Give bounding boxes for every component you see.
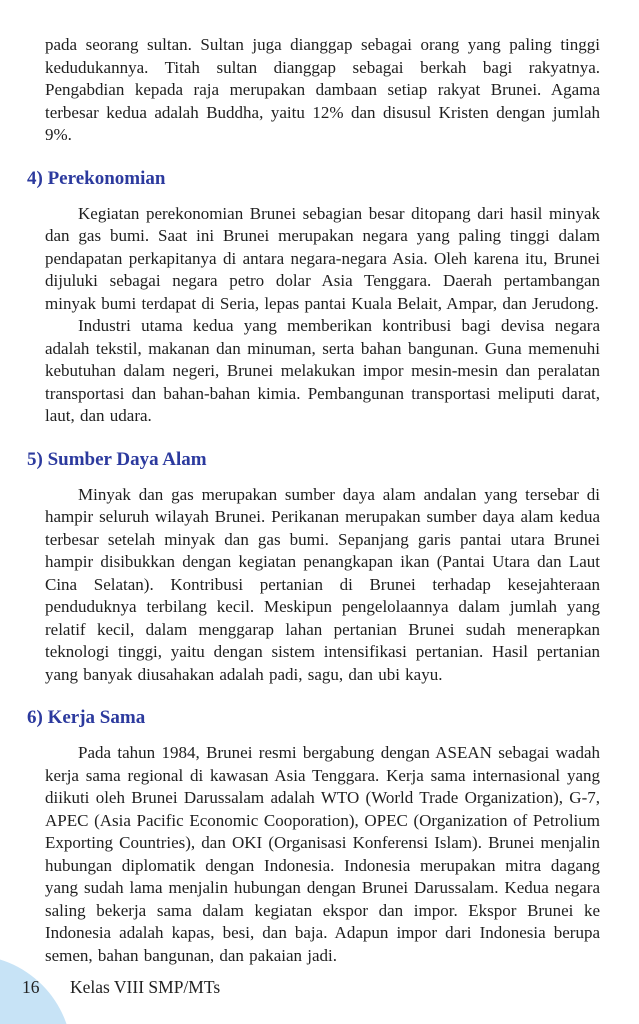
section-kerja-sama-paragraph: Pada tahun 1984, Brunei resmi bergabung dengan ASEAN sebagai wadah kerja sama regional di kawasan Asia Tenggara. Kerja sama internasional yang diikuti oleh Brunei Darussalam adalah WTO (World Trade Organization), G-7, APEC (Asia Pacific Economic Cooporation), OPEC (Organization of Petrolium Exporting Countries), dan OKI (Organisasi Konferensi Islam). Brunei menjalin hubungan diplomatik dengan Indonesia. Indonesia merupakan mitra dagang yang sudah lama menjalin hubungan dengan Brunei Darussalam. Kedua negara saling bekerja sama dalam kegiatan ekspor dan impor. Ekspor Brunei ke Indonesia adalah kapas, besi, dan baja. Adapun impor dari Indonesia berupa semen, bahan bangunan, dan pakaian jadi. — [45, 743, 600, 965]
section-heading-perekonomian: 4) Perekonomian — [27, 167, 166, 189]
page-content — [27, 34, 600, 967]
section-heading-sumber-daya-alam: 5) Sumber Daya Alam — [27, 448, 207, 470]
section-heading-kerja-sama: 6) Kerja Sama — [27, 707, 146, 728]
footer-book-title: Kelas VIII SMP/MTs — [70, 977, 221, 997]
section-sumber-daya-alam-paragraph: Minyak dan gas merupakan sumber daya alam andalan yang tersebar di hampir seluruh wilayah Brunei. Perikanan merupakan sumber daya alam kedua terbesar setelah minyak dan gas bumi. Sepanjang garis pantai utara Brunei hampir disibukkan dengan kegiatan penangkapan ikan (Pantai Utara dan Laut Cina Selatan). Kontribusi pertanian di Brunei terhadap kesejahteraan penduduknya terbilang kecil. Meskipun pengelolaannya dalam jumlah yang relatif kecil, dalam menggarap lahan pertanian Brunei sudah menerapkan teknologi tinggi, yaitu dengan sistem intensifikasi pertanian. Hasil pertanian yang banyak diusahakan adalah padi, sagu, dan ubi kayu. — [45, 484, 600, 684]
section-perekonomian-paragraph-1: Kegiatan perekonomian Brunei sebagian besar ditopang dari hasil minyak dan gas bumi. Saat ini Brunei merupakan negara yang paling tinggi dalam pendapatan perkapitanya di antara negara-negara Asia. Oleh karena itu, Brunei dijuluki sebagai negara petro dolar Asia Tenggara. Daerah pertambangan minyak bumi terdapat di Seria, lepas pantai Kuala Belait, Ampar, dan Jerudong. — [45, 203, 600, 313]
page-number: 16 — [22, 977, 40, 997]
section-perekonomian-paragraph-2: Industri utama kedua yang memberikan kontribusi bagi devisa negara adalah tekstil, makanan dan minuman, serta bahan bangunan. Guna memenuhi kebutuhan dalam negeri, Brunei melakukan impor mesin-mesin dan peralatan transportasi dan bahan-bahan kimia. Pembangunan transportasi meliputi darat, laut, dan udara. — [45, 316, 600, 425]
page-footer — [0, 977, 639, 1007]
intro-continuation-paragraph: pada seorang sultan. Sultan juga dianggap sebagai orang yang paling tinggi kedudukannya. Titah sultan dianggap sebagai berkah bagi rakyatnya. Pengabdian kepada raja merupakan dambaan setiap rakyat Brunei. Agama terbesar kedua adalah Buddha, yaitu 12% dan disusul Kristen dengan jumlah 9%. — [45, 35, 600, 144]
